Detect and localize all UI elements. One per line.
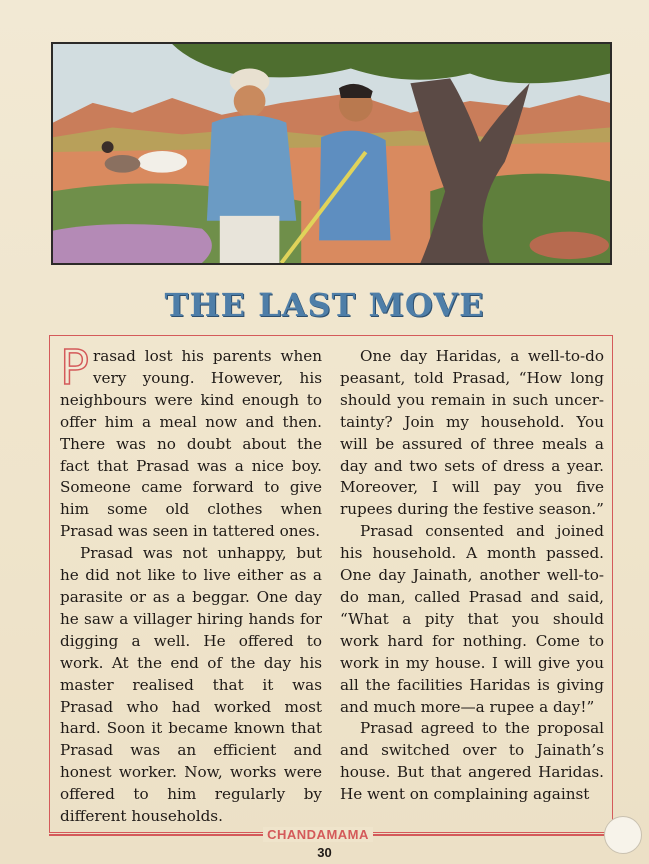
drop-cap: P bbox=[60, 340, 89, 396]
paragraph bbox=[60, 340, 322, 543]
right-column bbox=[340, 346, 604, 806]
paragraph: Prasad consented and joined his household. A month passed. One day Jainath, another well-to-do man, called Prasad and said, “What a pity that you should work hard for nothing. Come to work in my house. I will give you all the facilities Haridas is giving and much more—a rupee a day!” bbox=[340, 522, 604, 716]
paragraph-text: rasad lost his parents when very young. However, his neighbours were kind enough to offer him a meal now and then. There was no doubt about the fact that Prasad was a nice boy. Someone came forward to give him some old clothes when Prasad was seen in tattered ones. bbox=[60, 347, 322, 541]
magazine-name: CHANDAMAMA bbox=[263, 827, 373, 842]
paragraph: Prasad was not unhappy, but he did not like to live either as a parasite or as a beggar. One day he saw a villager hiring hands for digging a well. He offered to work. At the end of the day his master realised that it was Prasad who had worked most hard. Soon it became known that Prasad was an efficient and honest worker. Now, works were offered to him regularly by different households. bbox=[60, 544, 322, 826]
page-number: 30 bbox=[317, 845, 332, 860]
paragraph: Prasad agreed to the proposal and switched over to Jainath’s house. But that angered Haridas. He went on complaining against bbox=[340, 719, 604, 804]
paragraph: One day Haridas, a well-to-do peasant, told Prasad, “How long should you remain in such uncer-tainty? Join my household. You will be assured of three meals a day and two sets of dress a year. Moreover, I will pay you five rupees during the festive season.” bbox=[340, 347, 604, 519]
watermark-logo-icon bbox=[604, 816, 642, 854]
story-illustration bbox=[51, 42, 612, 265]
story-title: THE LAST MOVE bbox=[164, 286, 485, 324]
left-column bbox=[60, 340, 322, 828]
